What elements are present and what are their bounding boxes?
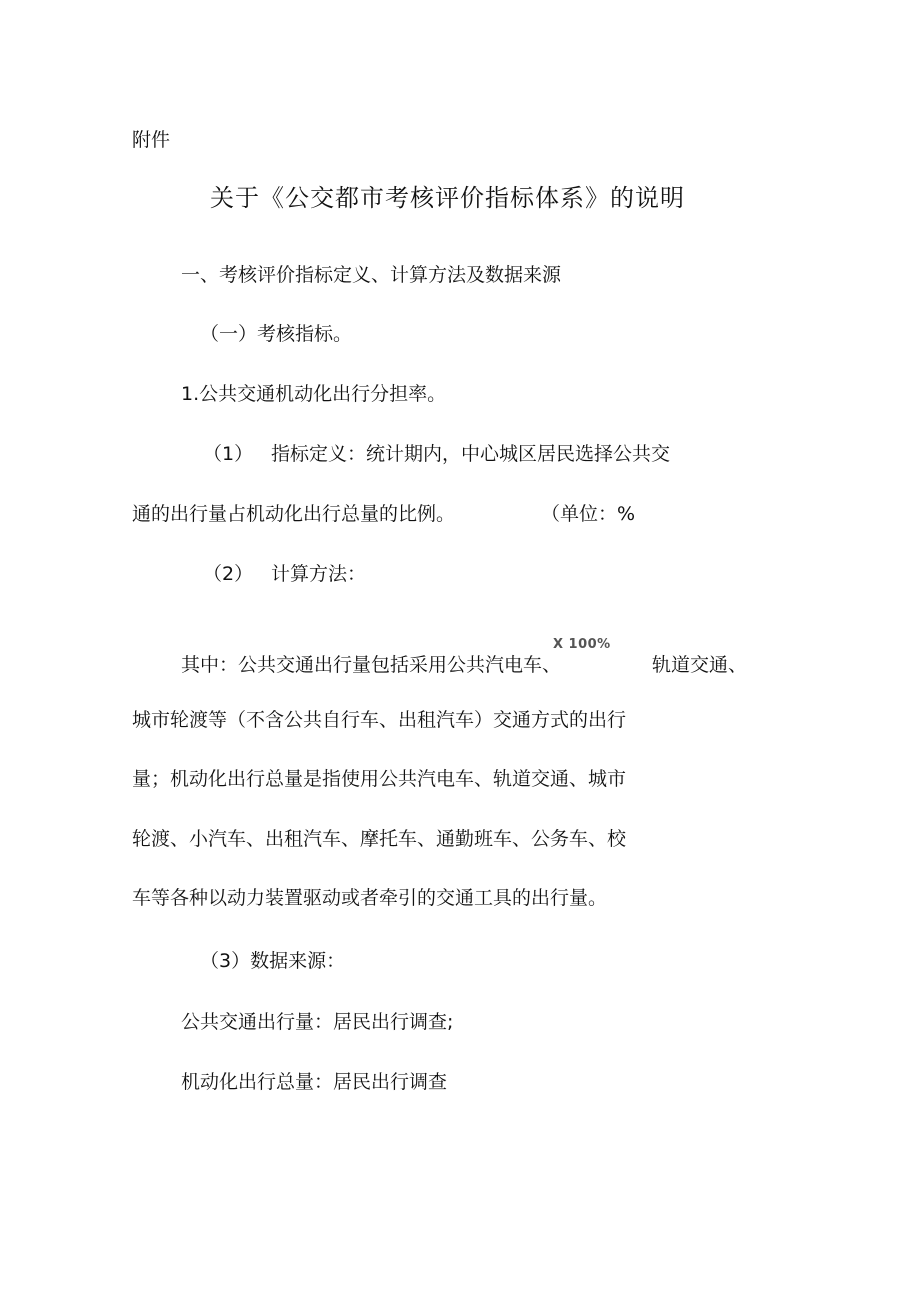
explain-line-4: 轮渡、小汽车、出租汽车、摩托车、通勤班车、公务车、校: [132, 828, 627, 850]
subsection-heading: （一）考核指标。: [200, 323, 353, 345]
attachment-label: 附件: [132, 129, 171, 151]
unit-note: （单位：%: [541, 503, 636, 525]
section-heading: 一、考核评价指标定义、计算方法及数据来源: [181, 264, 562, 286]
calc-label: 计算方法：: [271, 563, 367, 585]
definition-line-1: 指标定义：统计期内，中心城区居民选择公共交: [271, 443, 671, 465]
page-title: 关于《公交都市考核评价指标体系》的说明: [210, 184, 685, 212]
explain-line-1b: 轨道交通、: [652, 654, 748, 676]
item-heading: 1.公共交通机动化出行分担率。: [181, 383, 447, 405]
definition-line-2: 通的出行量占机动化出行总量的比例。: [132, 503, 456, 525]
calc-number: （2）: [203, 563, 254, 585]
explain-line-3: 量；机动化出行总量是指使用公共汽电车、轨道交通、城市: [132, 768, 627, 790]
explain-line-1a: 其中：公共交通出行量包括采用公共汽电车、: [181, 654, 562, 676]
explain-line-5: 车等各种以动力装置驱动或者牵引的交通工具的出行量。: [132, 887, 608, 909]
source-line-1: 公共交通出行量：居民出行调查;: [181, 1011, 454, 1033]
definition-number: （1）: [203, 443, 254, 465]
formula-multiplier: X 100%: [553, 637, 611, 652]
source-line-2: 机动化出行总量：居民出行调查: [181, 1071, 448, 1093]
explain-line-2: 城市轮渡等（不含公共自行车、出租汽车）交通方式的出行: [132, 709, 627, 731]
source-heading: （3）数据来源：: [200, 950, 346, 972]
